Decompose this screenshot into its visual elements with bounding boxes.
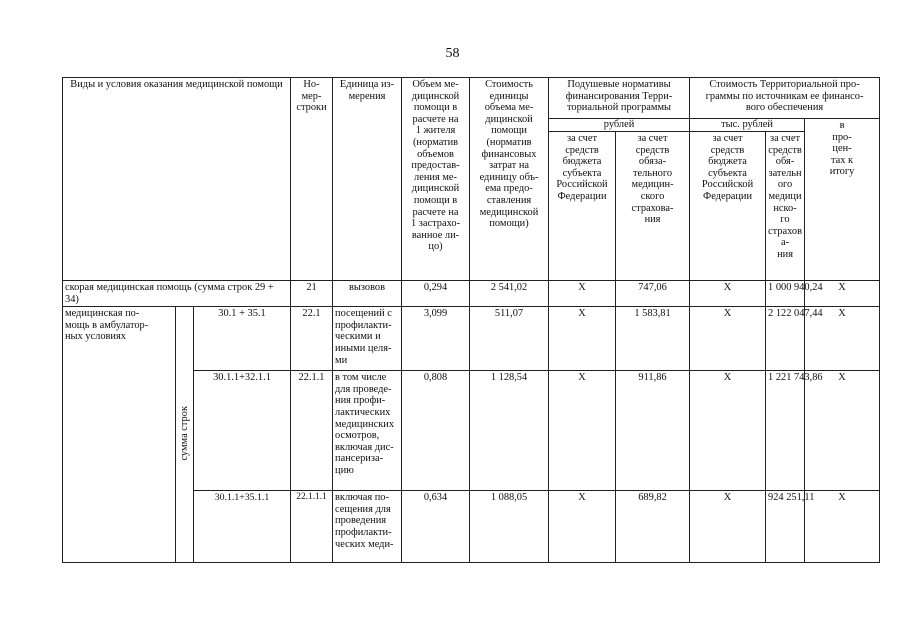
row-cost: 511,07 — [470, 307, 549, 371]
row-tot-oms: 1 221 743,86 — [766, 371, 805, 491]
row-sum-formula: 30.1 + 35.1 — [194, 307, 291, 371]
row-pc-budget: Х — [549, 281, 616, 307]
page-number: 58 — [445, 46, 460, 61]
header-line-number: Но- мер- строки — [291, 78, 333, 281]
row-cost: 1 088,05 — [470, 491, 549, 563]
row-number: 22.1.1 — [291, 371, 333, 491]
header-per-capita-standards: Подушевые нормативы финансирования Терри- ториальной программы — [549, 78, 690, 119]
row-sum-formula: 30.1.1+32.1.1 — [194, 371, 291, 491]
row-tot-budget: Х — [690, 281, 766, 307]
row-volume: 0,294 — [402, 281, 470, 307]
row-tot-budget: Х — [690, 371, 766, 491]
row-number: 21 — [291, 281, 333, 307]
row-pc-oms: 911,86 — [616, 371, 690, 491]
rows-sum-label: сумма строк — [178, 405, 190, 461]
header-program-cost: Стоимость Территориальной про- граммы по источникам ее финансо- вого обеспечения — [690, 78, 880, 119]
header-pc-budget: за счет средств бюджета субъекта Российской Федерации — [549, 132, 616, 281]
header-row-1 — [63, 78, 880, 119]
header-care-type: Виды и условия оказания медицинской помощи — [63, 78, 291, 281]
table-row — [63, 281, 880, 307]
row-pc-budget: Х — [549, 491, 616, 563]
row-tot-budget: Х — [690, 307, 766, 371]
row-cost: 1 128,54 — [470, 371, 549, 491]
header-unit: Единица из- мерения — [333, 78, 402, 281]
row-name: медицинская по- мощь в амбулатор- ных условиях — [63, 307, 176, 563]
row-number: 22.1 — [291, 307, 333, 371]
row-tot-oms: 1 000 940,24 — [766, 281, 805, 307]
table-row — [63, 307, 880, 371]
header-unit-cost: Стоимость единицы объема ме- дицинской помощи (норматив финансовых затрат на единицу объ- ема предо- ставления медицинской помощи) — [470, 78, 549, 281]
row-pc-budget: Х — [549, 371, 616, 491]
row-tot-oms: 2 122 047,44 — [766, 307, 805, 371]
row-tot-oms: 924 251,11 — [766, 491, 805, 563]
row-unit: вызовов — [333, 281, 402, 307]
row-pct: Х — [805, 491, 880, 563]
row-volume: 0,808 — [402, 371, 470, 491]
row-volume: 0,634 — [402, 491, 470, 563]
row-volume: 3,099 — [402, 307, 470, 371]
row-pct: Х — [805, 307, 880, 371]
row-number: 22.1.1.1 — [291, 491, 333, 563]
header-volume: Объем ме- дицинской помощи в расчете на 1 жителя (норматив объемов предостав- ления ме- дицинской помощи в расчете на 1 застрахо- ванное ли- цо) — [402, 78, 470, 281]
header-pc-oms: за счет средств обяза- тельного медицин- ского страхова- ния — [616, 132, 690, 281]
row-sum-formula: 30.1.1+35.1.1 — [194, 491, 291, 563]
row-pc-oms: 747,06 — [616, 281, 690, 307]
row-cost: 2 541,02 — [470, 281, 549, 307]
row-unit: в том числе для проведе- ния профи- лактических медицинских осмотров, включая дис- пансериза- цию — [333, 371, 402, 491]
medical-care-table — [62, 77, 880, 563]
row-name: скорая медицинская помощь (сумма строк 29 + 34) — [63, 281, 291, 307]
header-unit-thousand-rubles: тыс. рублей — [690, 119, 805, 132]
header-tot-oms: за счет средств обя- зательного медицинско- го страхова- ния — [766, 132, 805, 281]
rows-sum-label-cell — [176, 307, 194, 563]
row-pc-budget: Х — [549, 307, 616, 371]
row-unit: посещений с профилакти- ческими и иными целя- ми — [333, 307, 402, 371]
row-pct: Х — [805, 371, 880, 491]
header-unit-rubles: рублей — [549, 119, 690, 132]
row-tot-budget: Х — [690, 491, 766, 563]
header-tot-budget: за счет средств бюджета субъекта Российской Федерации — [690, 132, 766, 281]
row-pc-oms: 689,82 — [616, 491, 690, 563]
row-unit: включая по- сещения для проведения профилакти- ческих меди- — [333, 491, 402, 563]
header-percent-total: в про- цен- тах к итогу — [805, 119, 880, 281]
row-pct: Х — [805, 281, 880, 307]
row-pc-oms: 1 583,81 — [616, 307, 690, 371]
